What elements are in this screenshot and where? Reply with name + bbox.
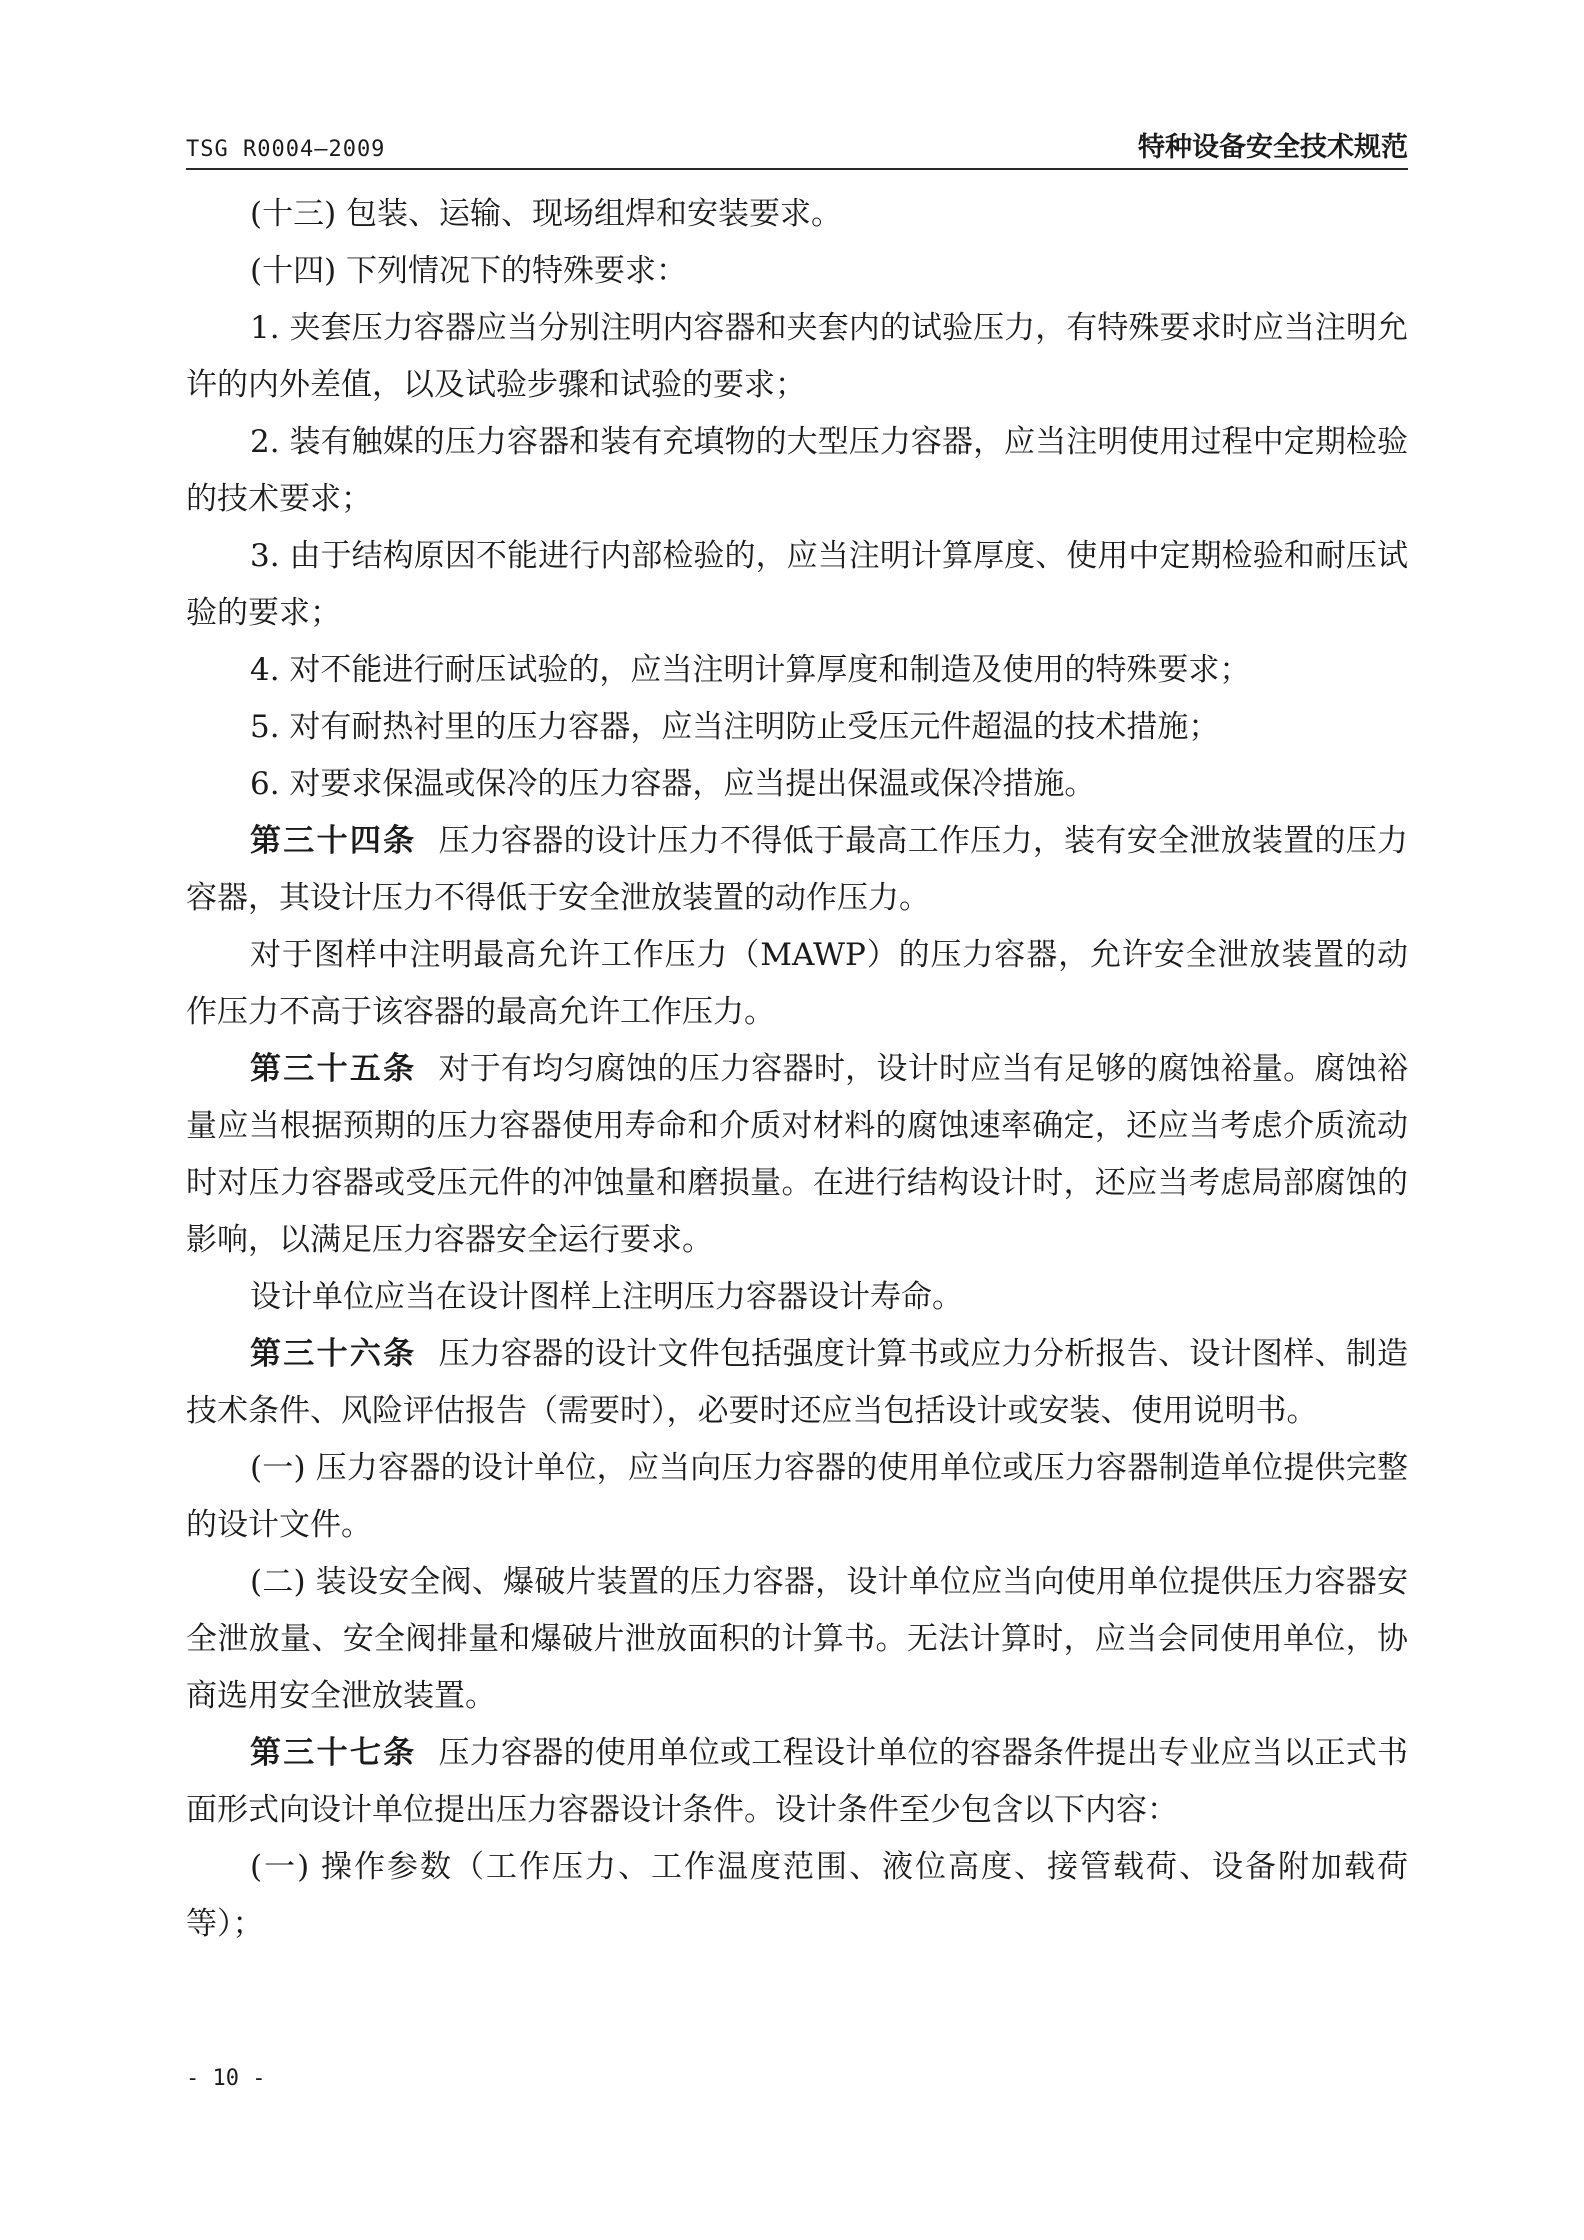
paragraph-text: 对于图样中注明最高允许工作压力（MAWP）的压力容器，允许安全泄放装置的动作压力不高于该容器的最高允许工作压力。 <box>186 937 1408 1030</box>
paragraph <box>186 1554 1408 1725</box>
article-paragraph <box>186 1326 1408 1440</box>
paragraph <box>186 927 1408 1041</box>
paragraph-text: 压力容器的设计文件包括强度计算书或应力分析报告、设计图样、制造技术条件、风险评估报告（需要时），必要时还应当包括设计或安装、使用说明书。 <box>186 1336 1409 1429</box>
paragraph-text: 设计单位应当在设计图样上注明压力容器设计寿命。 <box>250 1279 963 1315</box>
paragraph-text: (十三) 包装、运输、现场组焊和安装要求。 <box>250 196 843 232</box>
paragraph-text: 压力容器的设计压力不得低于最高工作压力，装有安全泄放装置的压力容器，其设计压力不得低于安全泄放装置的动作压力。 <box>186 823 1409 916</box>
paragraph <box>186 756 1408 813</box>
paragraph-text: 压力容器的使用单位或工程设计单位的容器条件提出专业应当以正式书面形式向设计单位提出压力容器设计条件。设计条件至少包含以下内容： <box>186 1735 1409 1828</box>
paragraph <box>186 1839 1408 1953</box>
paragraph-text: 2. 装有触媒的压力容器和装有充填物的大型压力容器，应当注明使用过程中定期检验的技术要求； <box>186 424 1408 517</box>
paragraph-text: (二) 装设安全阀、爆破片装置的压力容器，设计单位应当向使用单位提供压力容器安全泄放量、安全阀排量和爆破片泄放面积的计算书。无法计算时，应当会同使用单位，协商选用安全泄放装置。 <box>186 1564 1408 1714</box>
paragraph <box>186 699 1408 756</box>
paragraph <box>186 642 1408 699</box>
paragraph <box>186 1269 1408 1326</box>
article-title: 第三十五条 <box>250 1051 417 1087</box>
paragraph-text: (一) 压力容器的设计单位，应当向压力容器的使用单位或压力容器制造单位提供完整的设计文件。 <box>186 1450 1408 1543</box>
paragraph-text: 对于有均匀腐蚀的压力容器时，设计时应当有足够的腐蚀裕量。腐蚀裕量应当根据预期的压力容器使用寿命和介质对材料的腐蚀速率确定，还应当考虑介质流动时对压力容器或受压元件的冲蚀量和磨损量。在进行结构设计时，还应当考虑局部腐蚀的影响，以满足压力容器安全运行要求。 <box>186 1051 1409 1258</box>
paragraph-text: 6. 对要求保温或保冷的压力容器，应当提出保温或保冷措施。 <box>250 766 1096 802</box>
paragraph <box>186 186 1408 243</box>
header-title: 特种设备安全技术规范 <box>1138 132 1408 163</box>
paragraph <box>186 300 1408 414</box>
standard-code: TSG R0004—2009 <box>186 137 386 162</box>
article-title: 第三十六条 <box>250 1336 417 1372</box>
article-paragraph <box>186 1725 1408 1839</box>
paragraph-text: 3. 由于结构原因不能进行内部检验的，应当注明计算厚度、使用中定期检验和耐压试验的要求； <box>186 538 1408 631</box>
article-title: 第三十四条 <box>250 823 417 859</box>
page-header <box>186 124 1408 170</box>
page-number: - 10 - <box>186 2066 266 2091</box>
article-paragraph <box>186 813 1408 927</box>
body-text <box>186 186 1408 1953</box>
paragraph <box>186 1440 1408 1554</box>
paragraph <box>186 243 1408 300</box>
paragraph-text: (十四) 下列情况下的特殊要求： <box>250 253 688 289</box>
paragraph-text: 5. 对有耐热衬里的压力容器，应当注明防止受压元件超温的技术措施； <box>250 709 1220 745</box>
article-paragraph <box>186 1041 1408 1269</box>
paragraph-text: 4. 对不能进行耐压试验的，应当注明计算厚度和制造及使用的特殊要求； <box>250 652 1251 688</box>
paragraph-text: (一) 操作参数（工作压力、工作温度范围、液位高度、接管载荷、设备附加载荷等）； <box>186 1849 1408 1942</box>
paragraph-text: 1. 夹套压力容器应当分别注明内容器和夹套内的试验压力，有特殊要求时应当注明允许的内外差值，以及试验步骤和试验的要求； <box>186 310 1408 403</box>
article-title: 第三十七条 <box>250 1735 417 1771</box>
paragraph <box>186 528 1408 642</box>
paragraph <box>186 414 1408 528</box>
